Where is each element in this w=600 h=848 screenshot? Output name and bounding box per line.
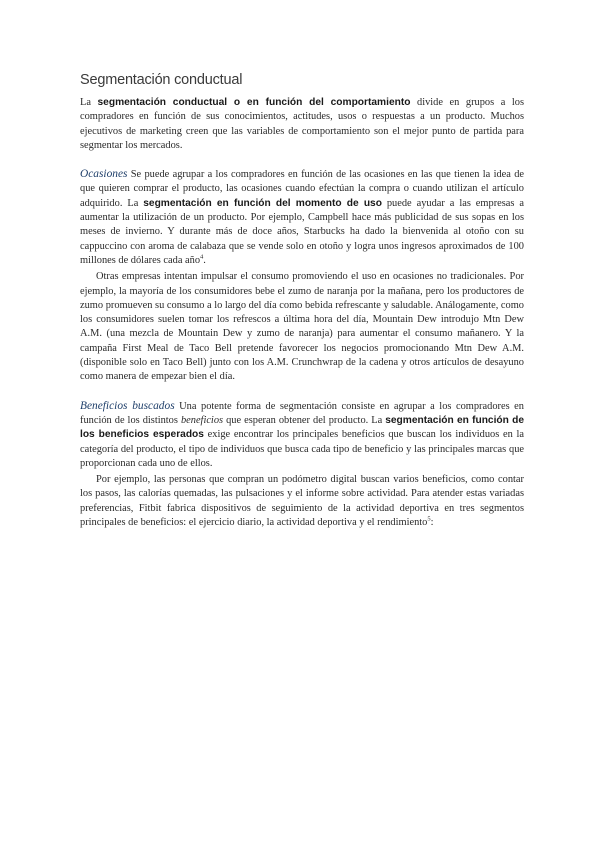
page-content (80, 72, 524, 530)
text-run: Se puede agrupar a los compradores en función de las ocasiones en las que tienen la idea de que quieren comprar el producto, las ocasiones cuando efectúan la compra o cuando utilizan el artículo adquirido. La (80, 169, 524, 209)
text-run: que esperan obtener del producto. La (223, 414, 386, 426)
key-term-occasion-segmentation: segmentación en función del momento de uso (143, 197, 382, 209)
text-run: Otras empresas intentan impulsar el consumo promoviendo el uso en ocasiones no tradicionales. Por ejemplo, la mayoría de los consumidores bebe el zumo de naranja por la mañana, pero los productores de zumo promueven su consumo a lo largo del día como bebida refrescante y saludable. Análogamente, como los consumidores suelen tomar los refrescos a última hora del día, Mountain Dew introdujo Mtn Dew A.M. (una mezcla de Mountain Dew y zumo de naranja) para aumentar el consumo mañanero. Y la campaña First Meal de Taco Bell pretende favorecer los negocios promocionando Mtn Dew A.M. (disponible solo en Taco Bell) junto con los A.M. Crunchwrap de la cadena y otros artículos de desayuno como manera de empezar bien el día. (80, 271, 524, 383)
subheading-benefits-sought: Beneficios buscados (80, 399, 175, 412)
text-run: divide en grupos a los compradores en función de sus conocimientos, actitudes, usos o respuestas a un producto. Muchos ejecutivos de marketing creen que las variables de comportamiento son el mejor punto de partida para segmentar los mercados. (80, 97, 524, 151)
italic-benefits: beneficios (180, 414, 224, 426)
text-run: Una potente forma de segmentación consiste en agrupar a los compradores en función de los distintos (80, 400, 524, 426)
paragraph-benefits (80, 399, 524, 471)
footnote-ref-5: 5 (427, 515, 431, 523)
section-title: Segmentación conductual (80, 72, 243, 88)
text-run: . (203, 254, 206, 266)
text-run: La (80, 97, 98, 108)
text-run: Por ejemplo, las personas que compran un podómetro digital buscan varios beneficios, como contar los pasos, las calorías quemadas, las pulsaciones y el informe sobre actividad. Para atender estas variadas preferencias, Fitbit fabrica dispositivos de seguimiento de la actividad deportiva en tres segmentos principales de beneficios: el ejercicio diario, la actividad deportiva y el rendimiento (80, 474, 524, 529)
subheading-occasions: Ocasiones (80, 168, 128, 181)
text-run: exige encontrar los principales beneficios que buscan los individuos en la categoría del producto, el tipo de individuos que busca cada tipo de beneficio y las principales marcas que proporcionan cada uno de ellos. (80, 429, 524, 469)
paragraph-occasions (80, 167, 524, 268)
paragraph-intro (80, 96, 524, 153)
text-run: puede ayudar a las empresas a aumentar la utilización de un producto. Por ejemplo, Campbell hace más publicidad de sus sopas en los meses de invierno. Y durante más de doce años, Starbucks ha dado la bienvenida al otoño con su cappuccino con aroma de calabaza que se vende solo en otoño y logra unos ingresos aproximados de 100 millones de dólares cada año (80, 197, 525, 266)
paragraph-nontraditional-use (80, 270, 524, 384)
footnote-ref-4: 4 (200, 253, 204, 261)
paragraph-fitbit-example (80, 473, 524, 530)
text-run: : (430, 517, 434, 529)
key-term-benefit-segmentation: segmentación en función de los beneficios esperados (80, 414, 524, 441)
key-term-behavioral-segmentation: segmentación conductual o en función del comportamiento (97, 97, 411, 108)
